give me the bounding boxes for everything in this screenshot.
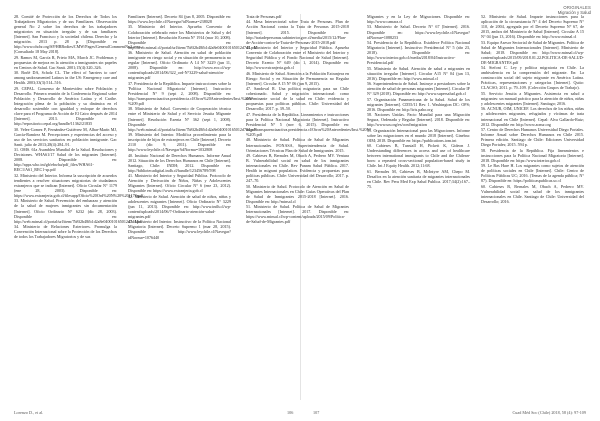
reference-entry: 60. Cabieses B, Bernales M, Obach A, Pedrero MV. Vulnerabilidad social en salud de los inmigrantes internacionales en Chile. Santiago de Chile: Universidad del Desarrollo; 2016.: [481, 183, 584, 204]
reference-entry: 53. Ministerio de Salud. Decreto N° 67 [Internet]. 2016. Disponible en: https://www.leychile.cl/Navegar?idNorma=1088253: [367, 24, 470, 40]
reference-entry: Trata de Personas.pdf: [246, 14, 282, 19]
reference-entry: 33. Ministerio de Salud. Prevención del embarazo y atención de la salud de mujeres inmigrantes sin documentación [Internet]. Oficio Ordinario N° 6232 (dic 28, 2003). Disponible en: http://web.minsal.cl/portal/url/item/7b8f2b48fb1d2a8e040010165012d7d4.pdf: [14, 198, 143, 224]
reference-columns: [14, 14, 586, 400]
page-footer: [14, 407, 586, 415]
reference-entry: 28. Comité de Protección de los Derechos de Todos los Trabajadores Migratorios y de sus Familiares. Observación general No 2 sobre los derechos de los trabajadores migratorios en situación irregular y de sus familiares [Internet]. San Francisco y la sociedad chilena. Derecho y la migración. 2013 p. 28 p. [Disponible en http://www.ohchr.org/SP/HRBodies/CMW/Pages/GeneralCommentNo2.aspx [Consultado 18 May 2018].: [14, 14, 141, 55]
reference-column-2: [128, 14, 257, 400]
reference-entry: 30. Borlé DA, Scholz CL. The effect of 'barriers to care' among undocumented Latinos in the US: Emergency care and Health. 2003;33(3):514–516.: [14, 70, 117, 86]
reference-entry: 42. Ministerio de Salud. Atención de salud de niños, niñas y adolescentes migrantes [Internet]. Oficio Ordinario N° 3229 (jun 11, 2013). Disponible en: http://www.indh.cl/wp-content/uploads/2014/06/7-Ordinario-atención-salud-migrantes.pdf: [128, 193, 231, 219]
reference-entry: 31. OMS. 61a Asamblea Mundial de la Salud. Resoluciones y Decisiones. WHA61/17 Salud de los migrantes [Internet]. 2008. Disponible en: http://apps.who.int/gb/ebwha/pdf_files/WHA61-REC1/A61_REC1-sp.pdf: [14, 147, 117, 173]
page-number-right: 107: [313, 410, 320, 415]
reference-entry: 60. Cabieses B, Tunstall H, Pickett K, Gideon J. Understanding differences in access and use of healthcare between international immigrants to Chile and the Chilean-born: a repeated cross-sectional population-based study in Chile. Int J Equity Health. 2012;11:68.: [367, 143, 470, 169]
reference-entry: 57. Centro de Derechos Humanos Universidad Diego Portales. Informe Anual sobre Derechos Humanos en Chile 2015. Primera edición. Santiago de Chile: Ediciones Universidad Diego Portales; 2015. 594 p.: [481, 126, 584, 148]
reference-entry: 39. Ministerio del Interior. Modifica procedimiento para la inscripción de hijos de extranjeros en Chile [Internet]. Decreto 2110 (dic 9, 2011). Disponible en: http://www.leychile.cl/Navegar?idNorma=1032808: [128, 132, 231, 153]
reference-entry: 58. Naciones Unidas. Pacto Mundial para una Migración Segura, Ordenada y Regular [Internet]. 2018. Disponible en: http://www.un.org/es/conf/migration: [367, 112, 470, 128]
page-number-left: 106: [287, 410, 294, 415]
reference-entry: 54. Presidencia de la República. Establece Política Nacional Migratoria [Internet]. Instructivo Presidencial N° 5 (abr 23, 2018). Disponible en: http://www.interior.gob.cl/media/2018/04/Instructivo-Presidencial.pdf: [367, 40, 470, 66]
reference-entry: 38. Ministerio de Salud. Convenio de Cooperación técnica entre el Ministerio de Salud y el Servicio Jesuita Migrante [Internet]. Resolución Exenta N° 362 (sept 1, 2008). Disponible en: http://web.minsal.cl/portal/url/item/7b8f2b48fb1d2a8e040010165012d7d4.pdf: [128, 106, 257, 132]
reference-entry: 36. Ministerio de Salud. Atención en salud de población inmigrante en riesgo social y en situación de permanencia no regular [Internet]. Oficio Ordinario A 14 N° 3229 (jun 11, 2008). Disponible en: http://www.eoc.cl/wp-content/uploads/2014/06/322_ord-N°3229-salud-atención-migrantes.pdf: [128, 50, 231, 81]
reference-entry: 56. ACNUR, OIM, UNICEF. Los derechos de los niños, niñas y adolescentes migrantes, refugiados y víctimas de trata internacional en Chile [Internet]. Cepal: Alva Gallardo-Ruiz; 2012. Disponible en: http://www.acnur.org: [481, 106, 584, 127]
reference-entry: 44. Mesa Intersectorial sobre Trata de Personas. Plan de Acción Nacional contra la Trata de Personas 2015-2018 [Internet]. 2015. Disponible en: http://tratadepersonas.subinterior.gov.cl/media/2015/12/Plan-de-Acción-contra-la-Trata-de-Personas-2015-2018.pdf: [246, 19, 349, 45]
reference-entry: Familiares [Internet]. Decreto 84 (jun 8, 2005. Disponible en: https://www.leychile.cl/Navegar?idNorma=238028: [128, 14, 231, 25]
reference-entry: 54. Stefoni C. Ley y política migratoria en Chile. La ambivalencia en la comprensión del migrante. En: La construcción social del sujeto migrante en América Latina. Prácticas, representaciones y categorías [Internet]. Quito: CLACSO; 2011. p. 79–109. (Colección Grupos de Trabajo).: [481, 65, 584, 91]
reference-entry: 45. Ministerio del Interior y Seguridad Pública. Aprueba Convenio de Colaboración entre el Ministerio del Interior y Seguridad Pública y el Fondo Nacional de Salud [Internet]. Decreto Exento N° 649 (dic 1, 2014). Disponible en: http://www.extranjeria.gob.cl: [246, 45, 349, 71]
reference-entry: 35. Ministerio del Interior. Aprueba Convenio de Colaboración celebrado entre los Ministerios de Salud y del Interior [Internet]. Resolución Exenta N° 1914 (mar 10, 2008). Disponible en: http://web.minsal.cl/portal/url/item/7b8f2b48fb1d2a8e040010165012d7d4.pdf: [128, 24, 257, 50]
reference-entry: 43. Ministerio del Interior. Instructivo de la Política Nacional Migratoria [Internet]. Decreto Supremo 1 (mar 28, 2015). Disponible en: http://www.leychile.cl/Navegar?idNorma=1076440: [128, 219, 231, 240]
reference-entry: 32. Ministerio del Interior. Informa la suscripción de acuerdos tendientes a resolver situaciones migratorias de ciudadanos extranjeros que se indican [Internet]. Oficio Circular N° 1179 (ene 28, 2003). Disponible en: https://www.extranjeria.gob.cl/filesapp/Oficio%20Ord%20N%20%201179.pdf: [14, 172, 144, 198]
reference-entry: 29. Ramos M, García R, Prieto MA, March JC. Problemas y propuestas de mejora en la atención a inmigrantes sin papeles en Centros de Salud. Gac Sanit. 2001;15(4):320–326.: [14, 54, 117, 70]
reference-entry: 55. Servicio Jesuita a Migrantes. Asistencia en salud a migrantes: un manual práctico para la atención de niños, niñas y adolescentes migrantes [Internet]. Santiago; 2016.: [481, 90, 584, 106]
reference-column-3: [246, 14, 372, 400]
footer-journal: Cuad Méd Soc (Chile) 2018, 58 (4): 97-109: [512, 410, 586, 415]
reference-entry: 52. Ministerio de Salud. Imparte instrucciones para la aplicación de la circunstancia N° 4 del Decreto Supremo N° 110, de 2004, agregada por el Decreto Supremo N° 67, de 2015, ambos del Ministerio de Salud [Internet]. Circular A 15 N° 04 (jun 13, 2016). Disponible en: http://www.minsal.cl: [481, 14, 584, 40]
reference-entry: 47. Sandoval R. Una política migratoria para un Chile cohesionado. Salud y migración internacional: como determinante social de la salud en Chile: evidencia y propuestas para políticas públicas. Chile: Universidad del Desarrollo; 2017. p. 39–50.: [246, 86, 349, 112]
section-label: ORIGINALES: [563, 5, 591, 10]
reference-entry: Migrantes y en la Ley de Migraciones. Disponible en: http://www.camara.cl: [367, 14, 470, 25]
reference-entry: 55. Ministerio de Salud. Atención de salud a migrantes en situación irregular [Internet]. Circular A15 N° 04 (jun 13, 2016). Disponible en: http://www.minsal.cl: [367, 65, 470, 81]
reference-column-1: [14, 14, 144, 400]
reference-entry: 30. Velez-Gomez P, Fernández-Gutiérrez M, Albar-Marín MJ, García-Ramírez M. Percepciones y experiencias del acceso y uso de los servicios sanitarios en población inmigrante. Gac Sanit. julio de 2013;28(4):284–91.: [14, 126, 117, 147]
reference-entry: 41. Ministerio del Interior y Seguridad Pública. Protocolo de Atención y Derivación de Niños, Niñas y Adolescentes Migrantes [Internet]. Oficio Circular N° 6 (ene 23, 2012). Disponible en: https://www.extranjeria.gob.cl: [128, 173, 231, 194]
reference-entry: 57. Organización Panamericana de la Salud. Salud de los migrantes [Internet]. CD55/11 Rev. 1. Washington DC: OPS; 2016. Disponible en: http://iris.paho.org: [367, 96, 470, 112]
reference-entry: 29. CEPAL. Consenso de Montevideo sobre Población y Desarrollo. Primera reunión de la Conferencia Regional sobre Población y Desarrollo de América Latina y el Caribe. Integración plena de la población y su dinámica en el desarrollo sostenible con igualdad y enfoque de derechos clave para el Programa de Acción de El Cairo después de 2014 [Internet]. 2013. Disponible en: http://repositorio.cepal.org/handle/11362/21835: [14, 85, 117, 127]
reference-entry: 47. Presidencia de la República. Lineamientos e instrucciones para la Política Nacional Migratoria [Internet]. Instructivo Presidencial N° 5 (nov 6, 2015). Disponible en: http://transparenciaactiva.presidencia.cl/Otros%20Antecedentes/Inst.%20N°%205.pdf: [246, 111, 372, 138]
reference-entry: 61. Bernales M, Cabieses B, McIntyre AM, Chepo M. Desafíos en la atención sanitaria de migrantes internacionales en Chile. Rev Peru Med Exp Salud Publica. 2017;34(2):167–75.: [367, 168, 470, 190]
reference-entry: 51. Ministerio de Salud. Política de Salud de Migrantes Internacionales [Internet]. 2017. Disponible en: https://www.minsal.cl/wp-content/uploads/2015/09/Política-de-Salud-de-Migrantes.pdf: [246, 204, 349, 225]
reference-entry: 53. Equipo Asesor Sectorial de Salud de Migrantes. Política de Salud de Migrantes Internacionales [Internet]. Ministerio de Salud; 2018. Disponible en: http://www.minsal.cl/wp-content/uploads/2015/09/2018.01.22.POLITICA-DE-SALUD-DE-MIGRANTES.pdf: [481, 39, 584, 65]
reference-column-5: [481, 14, 584, 400]
reference-entry: 40. Instituto Nacional de Derechos Humanos. Informe Anual 2012. Situación de los Derechos Humanos en Chile [Internet]. Santiago, Chile: INDH; 2012. Disponible en: http://bibliotecadigital.indh.cl/handle/123456789/598: [128, 152, 231, 173]
reference-entry: 48. Ministerio de Salud. Política de Salud de Migrantes Internacionales. FONASA, Superintendencia de Salud. Orientaciones Técnicas Plan de Salud de Inmigrantes. 2015.: [246, 137, 349, 153]
reference-entry: 46. Ministerio de Salud. Atención a la Población Extranjera en Riesgo Social y en Situación de Permanencia no Regular [Internet]. Circular A 15 N° 06 (jun 9, 2015).: [246, 70, 349, 86]
reference-entry: 59. Le Bas Hare H. Los migrantes como sujetos de atención de políticas sociales en Chile [Internet]. Chile: Centro de Políticas Públicas UC; 2016. (Temas de la agenda pública; N° 87). Disponible en: https://politicaspublicas.uc.cl: [481, 163, 584, 184]
footer-authors: Lorenzo D., et al.: [14, 410, 44, 415]
reference-entry: 34. Ministerio de Relaciones Exteriores. Promulga la Convención Internacional sobre la Protección de los Derechos de todos los Trabajadores Migratorios y de sus: [14, 224, 117, 240]
reference-entry: 59. Organización Internacional para las Migraciones. Informe sobre las migraciones en el mundo 2018 [Internet]. Ginebra: OIM; 2018. Disponible en: https://publications.iom.int: [367, 127, 470, 143]
section-subtitle: Migración y Salud: [557, 10, 591, 16]
reference-entry: 58. Presidencia de la República. Fija lineamientos e instrucciones para la Política Nacional Migratoria [Internet]. 2018. Disponible en: https://www.interior.gob.cl: [481, 147, 584, 163]
reference-entry: 56. Superintendencia de Salud. Instruye a prestadores sobre la atención de salud de personas migrantes [Internet]. Circular IF N° 329 (2018). Disponible en: http://www.supersalud.gob.cl: [367, 81, 470, 97]
reference-entry: 37. Presidencia de la República. Imparte instrucciones sobre la 'Política Nacional Migratoria' [Internet]. Instructivo Presidencial N° 9 (sept 2, 2008). Disponible en: http://transparenciaactiva.presidencia.cl/Otros%20Antecedentes/Inst.%20N°%209.pdf: [128, 80, 254, 106]
reference-column-4: [367, 14, 470, 400]
reference-entry: 49. Cabieses B, Bernales M, Obach A, Pedrero MV. Ventura B. Vulnerabilidad social en salud de los inmigrantes internacionales en Chile. Rev Panam Salud Pública. 2017. Health in migrant population. Evidencia y propuestas para políticas públicas. Chile: Universidad del Desarrollo; 2017. p. 247–70.: [246, 153, 349, 184]
reference-entry: 50. Ministerio de Salud. Protocolo de Atención en Salud de Migrantes Internacionales en Chile: Guías Operativas del Plan de Salud de Inmigrantes 2015-2018 [Internet]. 2016. Disponible en: http://minsal.cl: [246, 183, 349, 204]
